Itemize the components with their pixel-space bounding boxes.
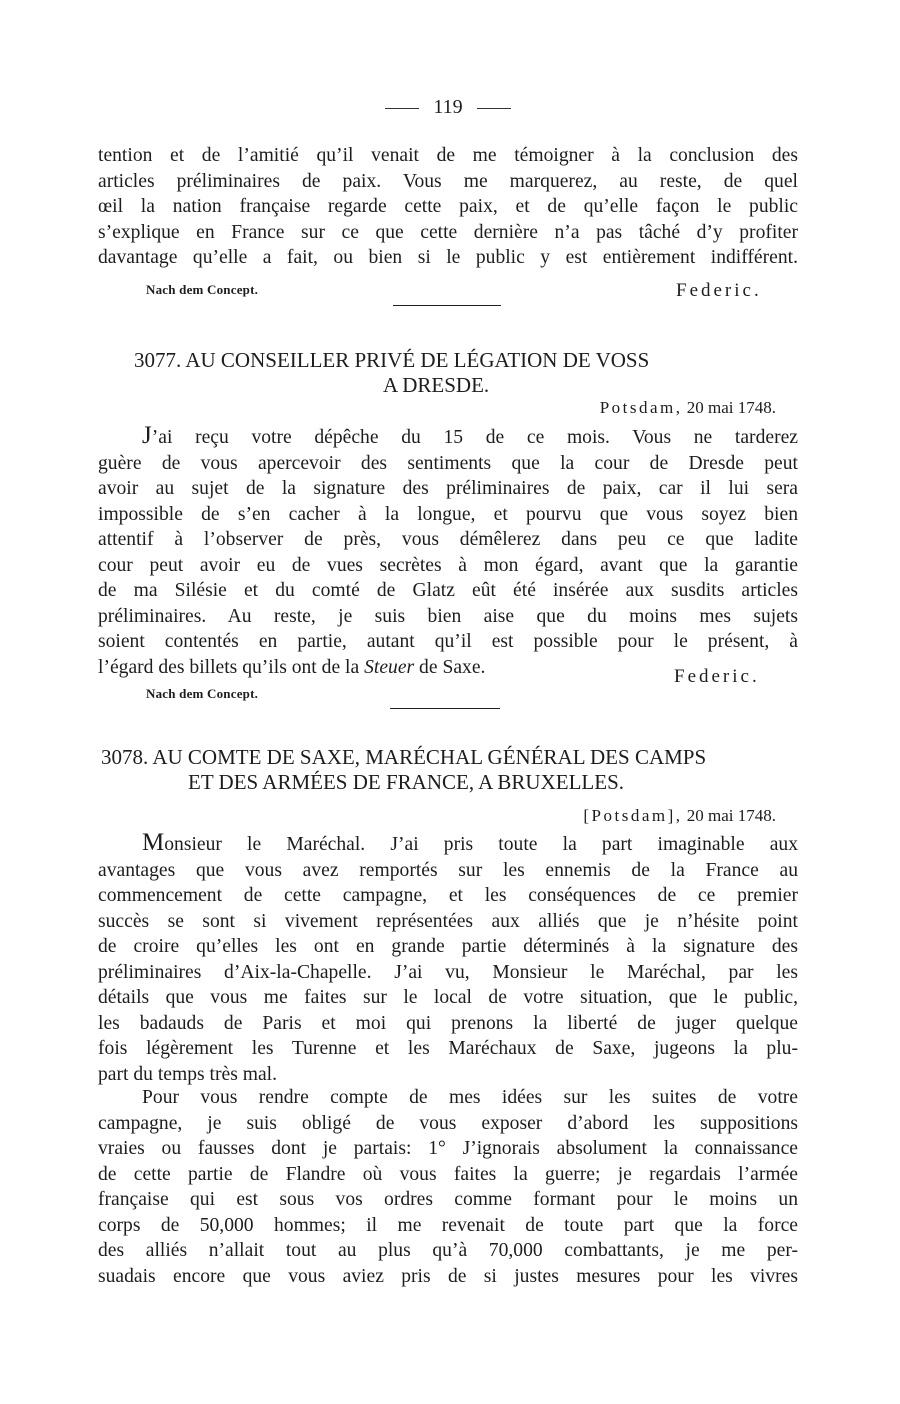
text-line: avantages que vous avez remportés sur les ennemis de la France au (98, 859, 798, 881)
line-text: l’égard des billets qu’ils ont de la (98, 656, 365, 678)
text-line: succès se sont si vivement représentées aux alliés que je n’hésite point (98, 910, 798, 932)
text-line: les badauds de Paris et moi qui prenons la liberté de juger quelque (98, 1012, 798, 1034)
text-line: de cette partie de Flandre où vous faites la guerre; je regardais l’armée (98, 1163, 798, 1185)
line-text: ’ai reçu votre dépêche du 15 de ce mois. Vous ne tarderez (151, 427, 798, 448)
line-text: onsieur le Maréchal. J’ai pris toute la part imaginable aux (164, 834, 798, 855)
letter-body-3077 (98, 423, 798, 680)
source-note: Nach dem Concept. (146, 282, 259, 297)
date-rest: 20 mai 1748. (682, 806, 776, 825)
text-line: davantage qu’elle a fait, ou bien si le public y est entièrement indifférent. (98, 247, 798, 268)
dateline (583, 806, 776, 826)
text-line: avoir au sujet de la signature des préliminaires de paix, car il lui sera (98, 478, 798, 499)
text-line: œil la nation française regarde cette paix, et de qu’elle façon le public (98, 196, 798, 217)
source-note: Nach dem Concept. (146, 686, 259, 701)
text-line: tention et de l’amitié qu’il venait de me témoigner à la conclusion des (98, 145, 798, 166)
text-line: soient contentés en partie, autant qu’il est possible pour le présent, à (98, 631, 798, 652)
date-place: Potsdam, (599, 398, 683, 417)
text-line: préliminaires. Au reste, je suis bien aise que du moins mes sujets (98, 605, 798, 627)
signature: Federic. (674, 666, 760, 687)
text-line: campagne, je suis obligé de vous exposer d’abord les suppositions (98, 1112, 798, 1134)
heading-line: 3078. AU COMTE DE SAXE, MARÉCHAL GÉNÉRAL DES CAMPS (101, 745, 707, 769)
section-rule (390, 708, 500, 709)
line-text: de Saxe. (414, 656, 486, 678)
header-dash-left (385, 108, 419, 109)
text-line (98, 830, 798, 858)
text-line: détails que vous me faites sur le local de votre situation, que le public, (98, 987, 798, 1008)
header-dash-right (477, 108, 511, 109)
text-line: vraies ou fausses dont je partais: 1° J’ignorais absolument la connaissance (98, 1138, 798, 1159)
heading-line: A DRESDE. (383, 373, 490, 397)
text-line: préliminaires d’Aix-la-Chapelle. J’ai vu, Monsieur le Maréchal, par les (98, 961, 798, 983)
date-place: [Potsdam], (583, 806, 683, 825)
text-line: guère de vous apercevoir des sentiments que la cour de Dresde peut (98, 452, 798, 474)
text-line: suadais encore que vous aviez pris de si justes mesures pour les vivres (98, 1265, 798, 1287)
heading-line: 3077. AU CONSEILLER PRIVÉ DE LÉGATION DE VOSS (134, 348, 650, 372)
text-line: commencement de cette campagne, et les conséquences de ce premier (98, 885, 798, 906)
date-rest: 20 mai 1748. (682, 398, 776, 417)
text-line: articles préliminaires de paix. Vous me marquerez, au reste, de quel (98, 170, 798, 192)
letter-body-3078-paragraph-1 (98, 830, 798, 1087)
initial-letter: J (142, 422, 152, 449)
letter-heading-3077 (98, 348, 798, 398)
heading-line: ET DES ARMÉES DE FRANCE, A BRUXELLES. (188, 770, 624, 794)
signature: Federic. (676, 280, 762, 301)
text-line: corps de 50,000 hommes; il me revenait de toute part que la force (98, 1214, 798, 1236)
text-line (98, 423, 798, 451)
letter-body-3078-paragraph-2 (98, 1085, 798, 1289)
text-line: Pour vous rendre compte de mes idées sur les suites de votre (142, 1087, 798, 1108)
page-header (98, 96, 798, 119)
text-line: impossible de s’en cacher à la longue, et pourvu que vous soyez bien (98, 503, 798, 525)
letter-heading-3078 (98, 745, 798, 795)
page-number: 119 (433, 96, 463, 118)
section-rule (393, 305, 501, 306)
dateline (600, 398, 776, 418)
text-line: des alliés n’allait tout au plus qu’à 70,000 combattants, je me per- (98, 1240, 798, 1261)
italic-word: Steuer (364, 656, 415, 678)
continuation-paragraph (98, 143, 798, 271)
text-line: française qui est sous vos ordres comme formant pour le moins un (98, 1189, 798, 1210)
text-line: cour peut avoir eu de vues secrètes à mon égard, avant que la garantie (98, 554, 798, 576)
text-line: attentif à l’observer de près, vous démêlerez dans peu ce que ladite (98, 529, 798, 550)
text-line: de croire qu’elles les ont en grande partie déterminés à la signature des (98, 936, 798, 957)
text-line: s’explique en France sur ce que cette dernière n’a pas tâché d’y profiter (98, 221, 798, 243)
text-line: part du temps très mal. (98, 1063, 278, 1085)
text-line: de ma Silésie et du comté de Glatz eût été insérée aux susdits articles (98, 580, 798, 601)
initial-letter: M (142, 829, 165, 856)
text-line: fois légèrement les Turenne et les Maréchaux de Saxe, jugeons la plu- (98, 1038, 798, 1059)
